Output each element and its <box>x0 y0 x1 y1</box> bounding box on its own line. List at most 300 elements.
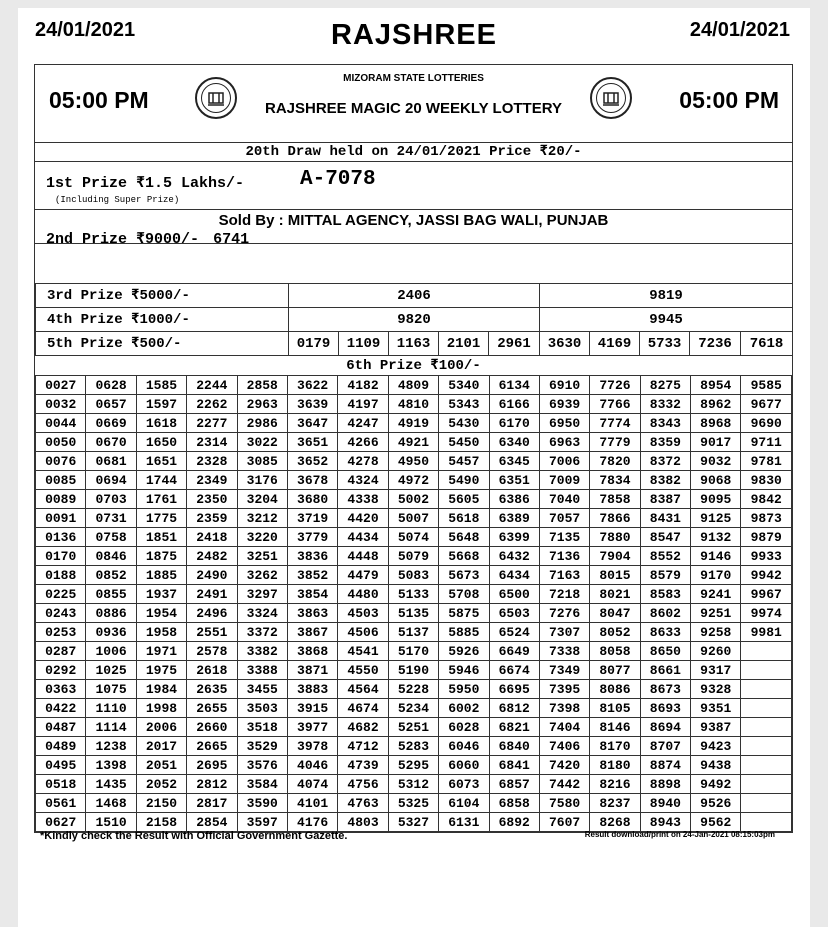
fifth-prize-row <box>36 332 793 356</box>
prize-number-cell: 8275 <box>640 376 690 395</box>
prize-number-cell: 9873 <box>741 509 792 528</box>
prize-number-cell: 4266 <box>338 433 388 452</box>
prize-number-cell: 8387 <box>640 490 690 509</box>
prize-number-cell: 9781 <box>741 452 792 471</box>
prize-number-cell: 0422 <box>36 699 86 718</box>
prize-number-cell: 7904 <box>590 547 640 566</box>
table-row <box>36 566 792 585</box>
prize-number-cell: 5251 <box>388 718 438 737</box>
prize-number-cell: 8268 <box>590 813 640 832</box>
prize-number-cell: 7774 <box>590 414 640 433</box>
prize-number-cell: 7006 <box>539 452 589 471</box>
prize-number-cell: 3678 <box>287 471 337 490</box>
prize-number-cell: 7607 <box>539 813 589 832</box>
table-row <box>36 737 792 756</box>
prize-number-cell: 1851 <box>136 528 186 547</box>
prize-number-cell: 6345 <box>489 452 539 471</box>
prize-number-cell: 4739 <box>338 756 388 775</box>
prize-number-cell: 4712 <box>338 737 388 756</box>
prize-number-cell: 1650 <box>136 433 186 452</box>
prize-number-cell: 9438 <box>691 756 741 775</box>
first-prize-number: A-7078 <box>300 168 376 191</box>
prize-number-cell: 0292 <box>36 661 86 680</box>
prize-number-cell: 0188 <box>36 566 86 585</box>
prize-number-cell: 7766 <box>590 395 640 414</box>
table-row <box>36 813 792 832</box>
prize-number-cell: 9933 <box>741 547 792 566</box>
prize-number-cell: 4921 <box>388 433 438 452</box>
table-row <box>36 509 792 528</box>
table-row <box>36 642 792 661</box>
prize-number-cell: 8898 <box>640 775 690 794</box>
prize-number-cell: 7009 <box>539 471 589 490</box>
prize-number: 2101 <box>439 332 489 356</box>
prize-number-cell: 0044 <box>36 414 86 433</box>
table-row <box>36 395 792 414</box>
prize-number: 7236 <box>690 332 741 356</box>
prize-number-cell: 2262 <box>187 395 237 414</box>
prize-number-cell: 1075 <box>86 680 136 699</box>
prize-number: 5733 <box>640 332 690 356</box>
prize-number-cell: 6028 <box>439 718 489 737</box>
prize-number-cell: 0627 <box>36 813 86 832</box>
prize-number-cell: 6840 <box>489 737 539 756</box>
prize-number-cell: 4972 <box>388 471 438 490</box>
prize-number: 9819 <box>540 284 793 308</box>
prize-number-cell: 4074 <box>287 775 337 794</box>
prize-number-cell: 1597 <box>136 395 186 414</box>
prize-number: 4169 <box>590 332 640 356</box>
prize-number-cell: 4176 <box>287 813 337 832</box>
prize-number-cell: 3622 <box>287 376 337 395</box>
prize-number-cell <box>741 699 792 718</box>
prize-number-cell: 7398 <box>539 699 589 718</box>
prize-number-cell: 3297 <box>237 585 287 604</box>
table-row <box>36 433 792 452</box>
prize-number-cell: 5190 <box>388 661 438 680</box>
prize-number-cell: 7136 <box>539 547 589 566</box>
prize-number-cell: 9251 <box>691 604 741 623</box>
prize-number-cell: 3085 <box>237 452 287 471</box>
prize-number-cell: 7338 <box>539 642 589 661</box>
table-row <box>36 661 792 680</box>
prize-number-cell: 7834 <box>590 471 640 490</box>
prize-number-cell: 0495 <box>36 756 86 775</box>
prize-number-cell: 0758 <box>86 528 136 547</box>
prize-number-cell: 6841 <box>489 756 539 775</box>
prize-number-cell: 4541 <box>338 642 388 661</box>
sold-by-row <box>35 209 792 248</box>
prize-number-cell: 6166 <box>489 395 539 414</box>
prize-number-cell: 8086 <box>590 680 640 699</box>
table-row <box>36 490 792 509</box>
prize-number-cell: 5327 <box>388 813 438 832</box>
prize-number-cell: 9351 <box>691 699 741 718</box>
prize-number-cell: 1761 <box>136 490 186 509</box>
prize-number: 0179 <box>289 332 339 356</box>
prize-number-cell: 6170 <box>489 414 539 433</box>
prize-number-cell: 1651 <box>136 452 186 471</box>
prize-number-cell <box>741 680 792 699</box>
prize-number-cell: 9981 <box>741 623 792 642</box>
prize-number-cell: 4324 <box>338 471 388 490</box>
prize-number-cell: 8237 <box>590 794 640 813</box>
prize-number-cell: 8332 <box>640 395 690 414</box>
prize-number-cell: 5007 <box>388 509 438 528</box>
prize-number-cell: 2665 <box>187 737 237 756</box>
table-row <box>36 623 792 642</box>
prize-number-cell <box>741 718 792 737</box>
prize-number-cell: 0936 <box>86 623 136 642</box>
prize-number-cell: 2017 <box>136 737 186 756</box>
prize-number-cell: 6351 <box>489 471 539 490</box>
prize-number-cell: 8661 <box>640 661 690 680</box>
prize-number-cell: 0027 <box>36 376 86 395</box>
sixth-prize-table <box>35 375 792 832</box>
prize-number-cell: 0363 <box>36 680 86 699</box>
prize-number-cell: 6500 <box>489 585 539 604</box>
prize-number-cell: 0855 <box>86 585 136 604</box>
prize-number-cell: 6134 <box>489 376 539 395</box>
first-prize-row <box>35 161 792 209</box>
prize-number-cell: 4420 <box>338 509 388 528</box>
prize-number-cell: 4756 <box>338 775 388 794</box>
lottery-header <box>35 65 792 142</box>
prize-number-cell: 6389 <box>489 509 539 528</box>
prize-number-cell: 4506 <box>338 623 388 642</box>
prize-number-cell: 5228 <box>388 680 438 699</box>
prize-number-cell: 4338 <box>338 490 388 509</box>
prize-number-cell: 2660 <box>187 718 237 737</box>
prize-number-cell <box>741 775 792 794</box>
prize-number-cell: 8052 <box>590 623 640 642</box>
prize-number-cell: 8650 <box>640 642 690 661</box>
prize-number-cell: 5605 <box>439 490 489 509</box>
prize-number-cell: 6060 <box>439 756 489 775</box>
prize-number-cell: 0487 <box>36 718 86 737</box>
prize-number-cell: 2052 <box>136 775 186 794</box>
prize-number-cell: 5137 <box>388 623 438 642</box>
prize-number-cell: 1937 <box>136 585 186 604</box>
date-left: 24/01/2021 <box>35 19 136 41</box>
prize-number-cell: 3652 <box>287 452 337 471</box>
prize-number-cell: 4950 <box>388 452 438 471</box>
table-row <box>36 794 792 813</box>
prize-number-cell: 3779 <box>287 528 337 547</box>
prize-number-cell <box>741 642 792 661</box>
table-row <box>36 756 792 775</box>
table-row <box>36 471 792 490</box>
prize-number-cell: 5083 <box>388 566 438 585</box>
prize-number-cell: 6963 <box>539 433 589 452</box>
prize-number-cell: 7858 <box>590 490 640 509</box>
prize-number-cell: 5885 <box>439 623 489 642</box>
prize-number-cell: 9387 <box>691 718 741 737</box>
prize-number-cell: 8694 <box>640 718 690 737</box>
download-timestamp: Result download/print on 24-Jan-2021 08:15:03pm <box>584 830 775 839</box>
prize-number-cell: 8058 <box>590 642 640 661</box>
prize-number-cell: 6386 <box>489 490 539 509</box>
prize-number-cell: 8693 <box>640 699 690 718</box>
prize-number-cell: 3324 <box>237 604 287 623</box>
prize-number-cell: 5234 <box>388 699 438 718</box>
prize-number-cell: 5343 <box>439 395 489 414</box>
prize-number-cell: 3680 <box>287 490 337 509</box>
prize-number-cell: 1585 <box>136 376 186 395</box>
prize-number-cell: 8047 <box>590 604 640 623</box>
state-emblem-icon <box>590 77 632 119</box>
prize-number-cell: 9260 <box>691 642 741 661</box>
prize-number-cell: 3719 <box>287 509 337 528</box>
prize-number-cell: 3977 <box>287 718 337 737</box>
prize-number: 7618 <box>741 332 793 356</box>
prize-number-cell: 9562 <box>691 813 741 832</box>
prize-number-cell: 2496 <box>187 604 237 623</box>
prize-number-cell: 7163 <box>539 566 589 585</box>
prize-number-cell: 5170 <box>388 642 438 661</box>
sold-by-text: Sold By : MITTAL AGENCY, JASSI BAG WALI, PUNJAB <box>218 212 609 229</box>
prize-number-cell: 5283 <box>388 737 438 756</box>
prize-number-cell: 8968 <box>691 414 741 433</box>
prize-number-cell: 4550 <box>338 661 388 680</box>
prize-number-cell: 1744 <box>136 471 186 490</box>
prize-number-cell: 2158 <box>136 813 186 832</box>
prize-number-cell: 8633 <box>640 623 690 642</box>
prize-number-cell: 2854 <box>187 813 237 832</box>
third-prize-label: 3rd Prize ₹5000/- <box>36 284 289 308</box>
prize-number-cell: 0085 <box>36 471 86 490</box>
prize-number-cell: 9317 <box>691 661 741 680</box>
prize-number-cell: 8583 <box>640 585 690 604</box>
table-row <box>36 585 792 604</box>
prize-number-cell: 0170 <box>36 547 86 566</box>
prize-number-cell: 1238 <box>86 737 136 756</box>
prize-number-cell: 4479 <box>338 566 388 585</box>
prize-number-cell: 5135 <box>388 604 438 623</box>
prize-number-cell: 6812 <box>489 699 539 718</box>
table-row <box>36 604 792 623</box>
prize-number-cell: 2812 <box>187 775 237 794</box>
prize-number-cell: 2490 <box>187 566 237 585</box>
prize-number-cell: 9125 <box>691 509 741 528</box>
prize-number-cell: 2418 <box>187 528 237 547</box>
table-row <box>36 699 792 718</box>
prize-number-cell: 8170 <box>590 737 640 756</box>
prize-number-cell: 1006 <box>86 642 136 661</box>
prize-number-cell: 4448 <box>338 547 388 566</box>
prize-number-cell: 2551 <box>187 623 237 642</box>
prize-number-cell: 8954 <box>691 376 741 395</box>
third-prize-row <box>36 284 793 308</box>
prize-number-cell: 8021 <box>590 585 640 604</box>
prize-number: 2961 <box>489 332 540 356</box>
prize-number-cell: 0518 <box>36 775 86 794</box>
prize-number-cell: 2635 <box>187 680 237 699</box>
prize-number-cell: 9967 <box>741 585 792 604</box>
prize-number-cell: 0561 <box>36 794 86 813</box>
prize-number-cell: 1954 <box>136 604 186 623</box>
prize-number-cell: 8602 <box>640 604 690 623</box>
prize-number-cell: 5875 <box>439 604 489 623</box>
prize-number-cell: 3518 <box>237 718 287 737</box>
prize-number-cell: 6503 <box>489 604 539 623</box>
prize-number-cell: 9017 <box>691 433 741 452</box>
prize-number-cell: 5946 <box>439 661 489 680</box>
prize-number-cell: 6910 <box>539 376 589 395</box>
prize-number-cell: 6002 <box>439 699 489 718</box>
prize-number-cell: 4919 <box>388 414 438 433</box>
prize-number-cell: 7404 <box>539 718 589 737</box>
prize-number-cell: 6649 <box>489 642 539 661</box>
prize-number-cell: 8146 <box>590 718 640 737</box>
prize-number-cell: 3455 <box>237 680 287 699</box>
prize-number-cell: 6340 <box>489 433 539 452</box>
prize-number-cell: 2655 <box>187 699 237 718</box>
prize-number-cell: 7779 <box>590 433 640 452</box>
prize-number-cell: 7820 <box>590 452 640 471</box>
prize-number-cell: 1975 <box>136 661 186 680</box>
prize-number: 3630 <box>540 332 590 356</box>
prize-number-cell: 8343 <box>640 414 690 433</box>
prize-number-cell: 5430 <box>439 414 489 433</box>
prize-number-cell: 8105 <box>590 699 640 718</box>
prize-number-cell: 6950 <box>539 414 589 433</box>
prize-number-cell: 5002 <box>388 490 438 509</box>
prize-number-cell: 5450 <box>439 433 489 452</box>
prize-number-cell: 1775 <box>136 509 186 528</box>
prize-number-cell: 5926 <box>439 642 489 661</box>
prize-number-cell: 2244 <box>187 376 237 395</box>
prize-number-cell: 0670 <box>86 433 136 452</box>
second-prize-label: 2nd Prize ₹9000/- <box>46 231 200 248</box>
prize-number-cell: 4674 <box>338 699 388 718</box>
prize-number-cell: 2491 <box>187 585 237 604</box>
prize-number-cell: 0089 <box>36 490 86 509</box>
prize-number-cell: 4278 <box>338 452 388 471</box>
prize-table <box>35 283 793 356</box>
prize-number-cell: 6046 <box>439 737 489 756</box>
draw-time-left: 05:00 PM <box>49 87 149 113</box>
prize-number-cell: 2150 <box>136 794 186 813</box>
second-prize-number: 6741 <box>213 231 250 248</box>
prize-number-cell: 5074 <box>388 528 438 547</box>
prize-number-cell: 3651 <box>287 433 337 452</box>
prize-number-cell: 9842 <box>741 490 792 509</box>
prize-number-cell: 7726 <box>590 376 640 395</box>
prize-number-cell: 8431 <box>640 509 690 528</box>
prize-number-cell: 6858 <box>489 794 539 813</box>
prize-number-cell: 7276 <box>539 604 589 623</box>
prize-number-cell: 9328 <box>691 680 741 699</box>
prize-number-cell: 8874 <box>640 756 690 775</box>
prize-number-cell: 7880 <box>590 528 640 547</box>
prize-number-cell: 3212 <box>237 509 287 528</box>
organization-name: MIZORAM STATE LOTTERIES <box>343 73 484 84</box>
prize-number-cell: 8372 <box>640 452 690 471</box>
first-prize-label: 1st Prize ₹1.5 Lakhs/- <box>46 175 245 192</box>
prize-number-cell: 4682 <box>338 718 388 737</box>
prize-number-cell: 2482 <box>187 547 237 566</box>
draw-time-right: 05:00 PM <box>679 87 779 113</box>
fifth-prize-label: 5th Prize ₹500/- <box>36 332 289 356</box>
table-row <box>36 775 792 794</box>
prize-number-cell: 6695 <box>489 680 539 699</box>
prize-number-cell: 2277 <box>187 414 237 433</box>
prize-number-cell: 4809 <box>388 376 438 395</box>
prize-number-cell: 4247 <box>338 414 388 433</box>
prize-number-cell <box>741 661 792 680</box>
prize-number-cell: 8015 <box>590 566 640 585</box>
prize-number-cell: 3647 <box>287 414 337 433</box>
spacer-row <box>35 243 792 283</box>
prize-number-cell: 3176 <box>237 471 287 490</box>
prize-number-cell: 3388 <box>237 661 287 680</box>
prize-number-cell: 5673 <box>439 566 489 585</box>
prize-number-cell <box>741 794 792 813</box>
prize-number-cell: 0489 <box>36 737 86 756</box>
table-row <box>36 547 792 566</box>
prize-number-cell: 0091 <box>36 509 86 528</box>
prize-number-cell: 3978 <box>287 737 337 756</box>
prize-number-cell: 2578 <box>187 642 237 661</box>
prize-number: 2406 <box>289 284 540 308</box>
prize-number-cell: 4197 <box>338 395 388 414</box>
prize-number-cell: 8382 <box>640 471 690 490</box>
prize-number-cell: 1971 <box>136 642 186 661</box>
prize-number-cell: 8547 <box>640 528 690 547</box>
prize-number-cell: 9146 <box>691 547 741 566</box>
prize-number-cell: 5457 <box>439 452 489 471</box>
prize-number-cell: 7580 <box>539 794 589 813</box>
prize-number-cell: 6524 <box>489 623 539 642</box>
prize-number-cell: 3868 <box>287 642 337 661</box>
prize-number-cell: 3852 <box>287 566 337 585</box>
prize-number-cell: 0253 <box>36 623 86 642</box>
prize-number-cell: 7442 <box>539 775 589 794</box>
prize-number-cell: 2314 <box>187 433 237 452</box>
prize-number-cell: 0731 <box>86 509 136 528</box>
table-row <box>36 528 792 547</box>
prize-number-cell: 8673 <box>640 680 690 699</box>
prize-number-cell: 2618 <box>187 661 237 680</box>
prize-number-cell: 1885 <box>136 566 186 585</box>
prize-number-cell: 4564 <box>338 680 388 699</box>
date-right: 24/01/2021 <box>689 19 790 41</box>
prize-number-cell: 7057 <box>539 509 589 528</box>
prize-number-cell: 4763 <box>338 794 388 813</box>
prize-number-cell: 0076 <box>36 452 86 471</box>
prize-number-cell: 4182 <box>338 376 388 395</box>
draw-info: 20th Draw held on 24/01/2021 Price ₹20/- <box>35 142 792 161</box>
prize-number-cell: 4503 <box>338 604 388 623</box>
prize-number-cell: 0628 <box>86 376 136 395</box>
prize-number-cell: 2328 <box>187 452 237 471</box>
prize-number-cell: 6073 <box>439 775 489 794</box>
prize-number-cell: 4810 <box>388 395 438 414</box>
prize-number-cell: 2006 <box>136 718 186 737</box>
state-emblem-icon <box>195 77 237 119</box>
prize-number-cell: 4101 <box>287 794 337 813</box>
prize-number: 1163 <box>389 332 439 356</box>
lottery-name: RAJSHREE MAGIC 20 WEEKLY LOTTERY <box>265 100 562 117</box>
prize-number-cell: 8216 <box>590 775 640 794</box>
prize-number-cell: 0032 <box>36 395 86 414</box>
prize-number-cell: 2349 <box>187 471 237 490</box>
prize-number-cell: 5312 <box>388 775 438 794</box>
prize-number-cell <box>741 813 792 832</box>
prize-number-cell: 3529 <box>237 737 287 756</box>
prize-number-cell: 6939 <box>539 395 589 414</box>
